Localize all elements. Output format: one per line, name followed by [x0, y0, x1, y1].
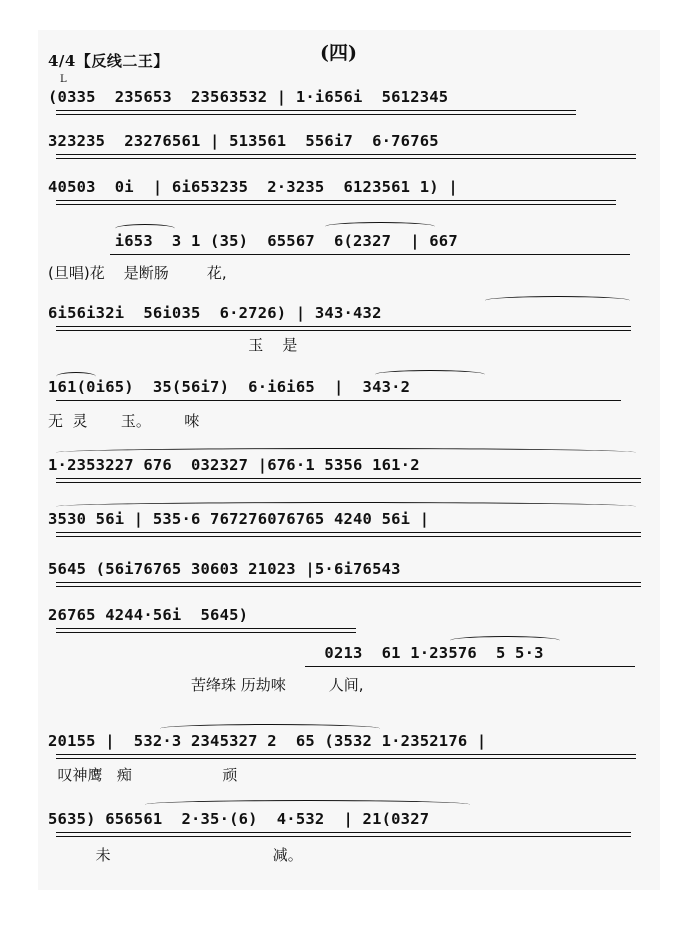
beam-line [305, 666, 635, 667]
lyric-line-1: (旦唱)花 是断肠 花, [48, 264, 227, 282]
slur-arc [375, 370, 485, 379]
lyric-line-6: 未 减。 [48, 846, 303, 864]
notation-line-1: (0335 235653 23563532 | 1·i656i 5612345 [48, 88, 449, 106]
notation-line-4: i653 3 1 (35) 65567 6(2327 | 667 [48, 232, 458, 250]
notation-line-10: 26765 4244·56i 5645) [48, 606, 249, 624]
beam-line [56, 754, 636, 755]
beam-line [56, 114, 576, 115]
slur-arc [485, 296, 630, 305]
beam-line [56, 330, 631, 331]
beam-line [56, 536, 641, 537]
slur-arc [325, 222, 435, 231]
meter-label: 4/4【反线二王】 [48, 52, 169, 70]
small-mark: L [60, 74, 67, 85]
notation-line-12: 20155 | 532·3 2345327 2 65 (3532 1·2352176 | [48, 732, 487, 750]
lyric-line-5: 叹神鹰 痴 顽 [48, 766, 238, 784]
beam-line [56, 326, 631, 327]
beam-line [56, 832, 631, 833]
notation-line-11: 0213 61 1·23576 5 5·3 [48, 644, 544, 662]
beam-line [56, 200, 616, 201]
slur-arc [450, 636, 560, 645]
beam-line [56, 632, 356, 633]
lyric-line-2: 玉 是 [48, 336, 298, 354]
beam-line [56, 158, 636, 159]
beam-line [56, 628, 356, 629]
beam-line [56, 154, 636, 155]
beam-line [56, 586, 641, 587]
slur-arc [160, 724, 380, 733]
lyric-line-3: 无 灵 玉。 唻 [48, 412, 200, 430]
lyric-line-4: 苦绛珠 历劫唻 人间, [48, 676, 364, 694]
section-title: (四) [320, 42, 357, 64]
slur-arc [56, 448, 636, 457]
notation-line-8: 3530 56i | 535·6 767276076765 4240 56i | [48, 510, 430, 528]
slur-arc [145, 800, 470, 809]
beam-line [56, 204, 616, 205]
notation-line-2: 323235 23276561 | 513561 556i7 6·76765 [48, 132, 439, 150]
beam-line [56, 758, 636, 759]
beam-line [56, 110, 576, 111]
notation-line-5: 6i56i32i 56i035 6·2726) | 343·432 [48, 304, 382, 322]
notation-line-13: 5635) 656561 2·35·(6) 4·532 | 21(0327 [48, 810, 430, 828]
notation-line-7: 1·2353227 676 032327 |676·1 5356 161·2 [48, 456, 420, 474]
slur-arc [115, 224, 175, 233]
beam-line [110, 254, 630, 255]
beam-line [56, 478, 641, 479]
notation-line-3: 40503 0i | 6i653235 2·3235 6123561 1) | [48, 178, 458, 196]
notation-line-9: 5645 (56i76765 30603 21023 |5·6i76543 [48, 560, 401, 578]
beam-line [56, 532, 641, 533]
beam-line [56, 836, 631, 837]
beam-line [56, 482, 641, 483]
beam-line [56, 400, 621, 401]
notation-line-6: 161(0i65) 35(56i7) 6·i6i65 | 343·2 [48, 378, 411, 396]
slur-arc [56, 372, 96, 381]
slur-arc [56, 502, 636, 511]
beam-line [56, 582, 641, 583]
